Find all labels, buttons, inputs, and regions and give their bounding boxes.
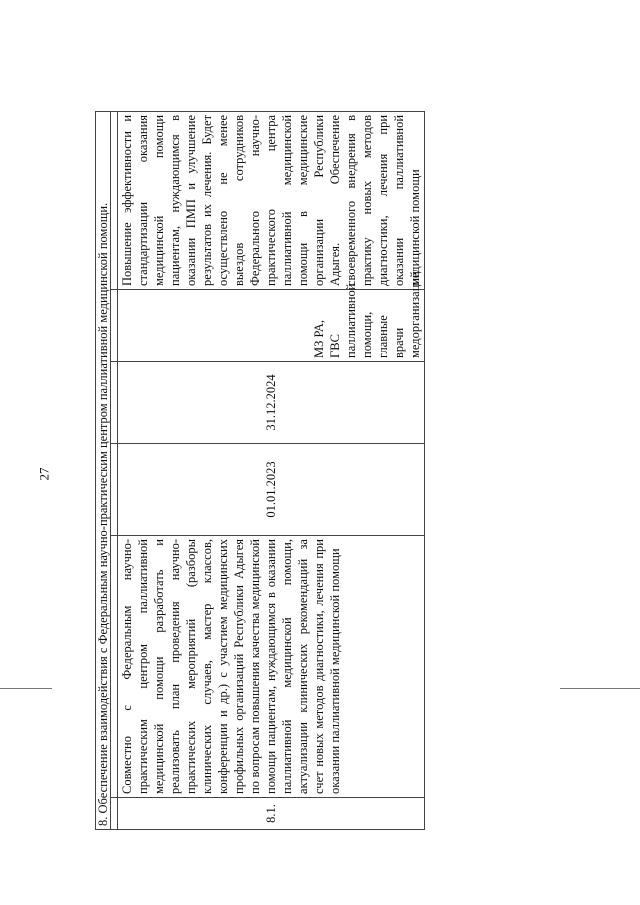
- page-number: 27: [36, 467, 52, 481]
- section-row: [96, 111, 111, 829]
- row-number: 8.1.: [118, 798, 425, 830]
- fold-line-right: [560, 688, 640, 689]
- table-row: [118, 111, 425, 829]
- activity-cell: Совместно с Федеральным научно-практическим центром паллиативной медицинской помощи разработать и реализовать план проведения научно-практических мероприятий (разборы клинических случаев, мастер классов, конференции и др.) с участием медицинских профильных организаций Республики Адыгея по вопросам повышения качества медицинской помощи пациентам, нуждающимся в оказании паллиативной медицинской помощи, актуализации клинических рекомендаций за счет новых методов диагностики, лечения при оказании паллиативной медицинской помощи: [118, 536, 425, 798]
- fold-line-left: [0, 688, 52, 689]
- spacer-row: [111, 111, 118, 829]
- section-heading: 8. Обеспечение взаимодействия с Федеральным научно-практическим центром паллиативной медицинской помощи.: [96, 111, 111, 829]
- end-date-cell: 31.12.2024: [118, 362, 425, 444]
- result-cell: Повышение эффективности и стандартизации оказания медицинской помощи пациентам, нуждающимся в оказании ПМП и улучшение результатов их лечения. Будет осуществлено не менее выездов сотрудников Федерального научно-практического центра паллиативной медицинской помощи в медицинские организации Республики Адыгея. Обеспечение своевременного внедрения в практику новых методов диагностики, лечения при оказании паллиативной медицинской помощи: [118, 111, 425, 289]
- rotated-table-page: [95, 112, 422, 830]
- responsible-cell: МЗ РА, ГВС паллиативной помощи, главные врачи медорганизаций: [118, 290, 425, 362]
- plan-table: [95, 111, 425, 830]
- start-date-cell: 01.01.2023: [118, 444, 425, 536]
